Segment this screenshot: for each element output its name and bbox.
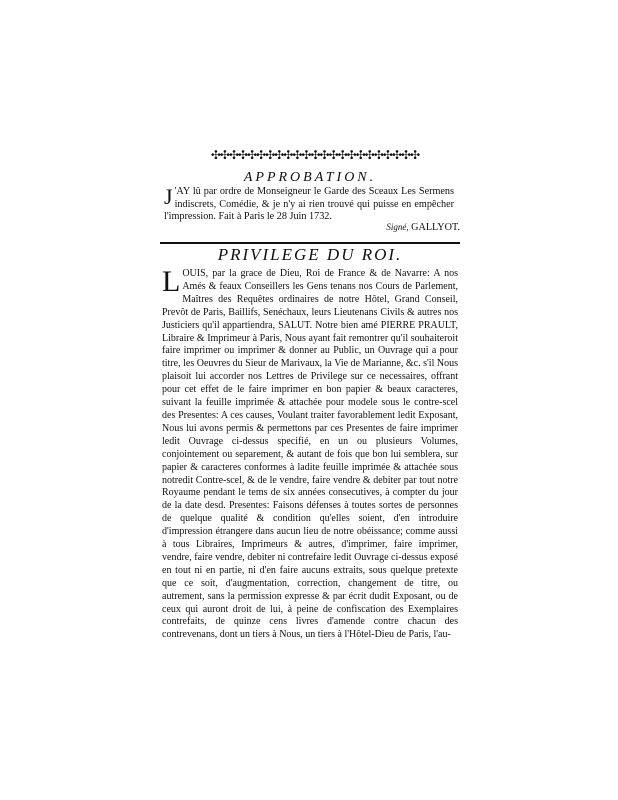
signature: GALLYOT. bbox=[411, 222, 460, 233]
section-rule bbox=[160, 242, 460, 244]
approbation-text: 'AY lû par ordre de Monseigneur le Garde des Sceaux Les Sermens indiscrets, Comédie, & je n'y ai rien trouvé qui puisse en empêcher l'impression. Fait à Paris le 28 Juin 1732. bbox=[164, 186, 454, 222]
ornament-band: ✣✣✣✣✣✣✣✣✣✣✣✣✣✣✣✣✣✣✣✣✣✣✣ bbox=[210, 148, 420, 162]
privilege-drop-letter: L bbox=[162, 268, 181, 298]
privilege-paragraph bbox=[162, 268, 458, 640]
signature-line bbox=[330, 222, 460, 233]
privilege-text: OUIS, par la grace de Dieu, Roi de France & de Navarre: A nos Amés & feaux Conseillers les Gens tenans nos Cours de Parlement, Maîtres des Requêtes ordinaires de notre Hôtel, Grand Conseil, Prevôt de Paris, Baillifs, Senéchaux, leurs Lieutenans Civils & autres nos Justiciers qu'il appartiendra, SALUT. Notre bien amé PIERRE PRAULT, Libraire & Imprimeur à Paris, Nous ayant fait remontrer qu'il souhaiteroit faire imprimer ou imprimer & donner au Public, un Ouvrage qui a pour titre, les Oeuvres du Sieur de Marivaux, la Vie de Marianne, &c. s'il Nous plaisoit lui accorder nos Lettres de Privilege sur ce necessaires, offrant pour cet effet de le faire imprimer en bon papier & beaux caracteres, suivant la feuille imprimée & attachée pour modele sous le contre-scel des Presentes: A ces causes, Voulant traiter favorablement ledit Exposant, Nous lui avons permis & permettons par ces Presentes de faire imprimer ledit Ouvrage ci-dessus specifié, en un ou plusieurs Volumes, conjointement ou separement, & autant de fois que bon lui semblera, sur papier & caracteres conformes à ladite feuille imprimée & attachée sous notredit Contre-scel, & de le vendre, faire vendre & debiter par tout notre Royaume pendant le tems de six années consecutives, à compter du jour de la date desd. Presentes: Faisons défenses à toutes sortes de personnes de quelque qualité & condition qu'elles soient, d'en introduire d'impression étrangere dans aucun lieu de notre obéissance; comme aussi à tous Libraires, Imprimeurs & autres, d'imprimer, faire imprimer, vendre, faire vendre, debiter ni contrefaire ledit Ouvrage ci-dessus exposé en tout ni en partie, ni d'en faire aucuns extraits, sous quelque pretexte que ce soit, d'augmentation, correction, changement de titre, ou autrement, sans la permission expresse & par écrit dudit Exposant, ou de ceux qui auront droit de lui, à peine de confiscation des Exemplaires contrefaits, de quinze cens livres d'amende contre chacun des contrevenans, dont un tiers à Nous, un tiers à l'Hôtel-Dieu de Paris, l'au- bbox=[162, 268, 458, 640]
approbation-title: APPROBATION. bbox=[243, 170, 377, 185]
signed-label: Signé, bbox=[386, 222, 409, 232]
approbation-drop-letter: J bbox=[164, 184, 173, 209]
approbation-paragraph bbox=[164, 186, 454, 224]
privilege-title: PRIVILEGE DU ROI. bbox=[217, 245, 403, 264]
